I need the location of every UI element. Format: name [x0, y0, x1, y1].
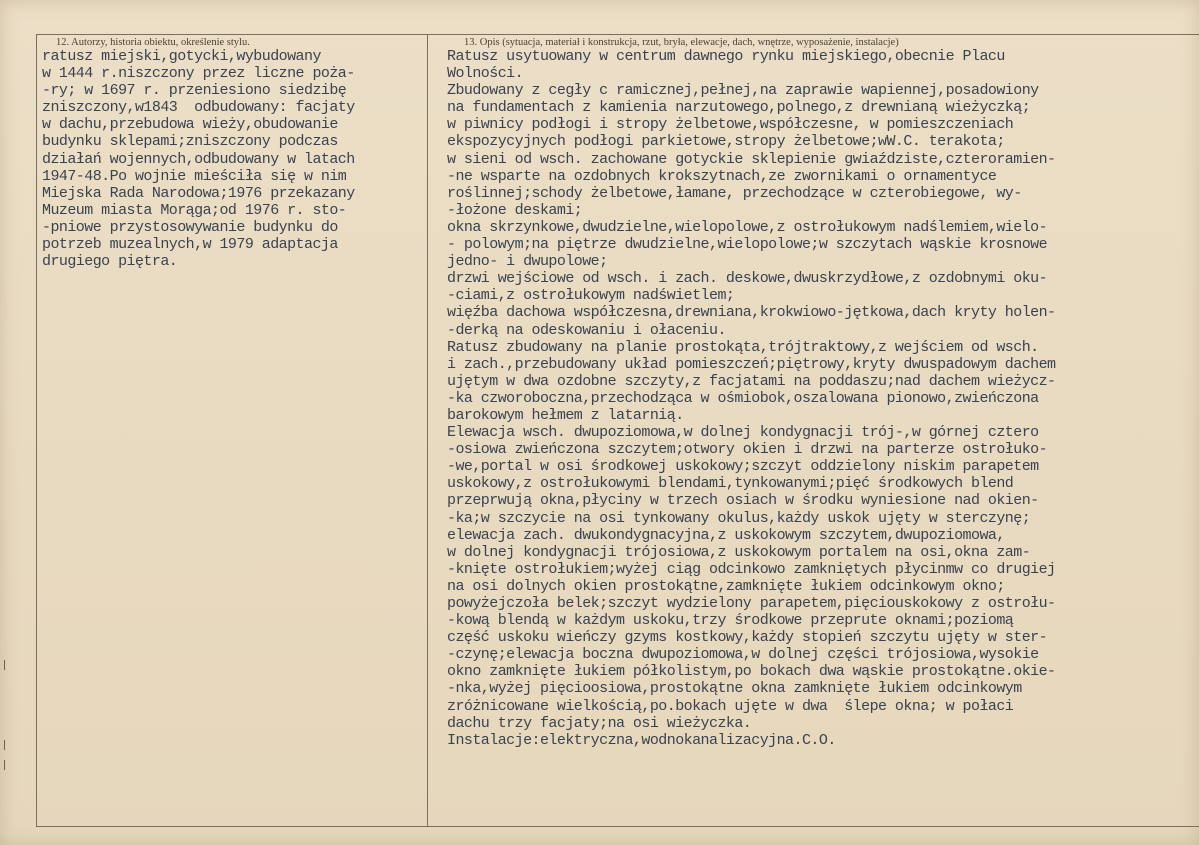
text-line: i zach.,przebudowany układ pomieszczeń;piętrowy,kryty dwuspadowym dachem: [447, 355, 1056, 373]
text-line: -czynę;elewacja boczna dwupoziomowa,w dolnej części trójosiowa,wysokie: [447, 646, 1039, 664]
text-line: -derką na odeskowaniu i ołaceniu.: [447, 321, 726, 339]
text-line: -kową blendą w każdym uskoku,trzy środkowe przeprute oknami;poziomą: [447, 612, 1014, 630]
text-line: ratusz miejski,gotycki,wybudowany: [42, 48, 321, 65]
text-line: przeprwują okna,płyciny w trzech osiach w środku wyniesione nad okien-: [447, 492, 1039, 510]
text-line: -ciami,z ostrołukowym nadświetlem;: [447, 287, 735, 305]
margin-mark: [4, 740, 5, 750]
text-line: jedno- i dwupolowe;: [447, 253, 608, 271]
text-line: Miejska Rada Narodowa;1976 przekazany: [42, 184, 355, 202]
frame-bottom-rule: [36, 826, 1199, 827]
text-line: działań wojennych,odbudowany w latach: [42, 150, 355, 168]
column-divider: [427, 34, 428, 826]
text-line: w dolnej kondygnacji trójosiowa,z uskokowym portalem na osi,okna zam-: [447, 543, 1031, 561]
text-line: w 1444 r.niszczony przez liczne poża-: [42, 65, 355, 83]
text-line: na osi dolnych okien prostokątne,zamknięte łukiem odcinkowym okno;: [447, 577, 1005, 595]
text-line: -ka;w szczycie na osi tynkowany okulus,każdy uskok ujęty w sterczynę;: [447, 509, 1031, 527]
text-line: budynku sklepami;zniszczony podczas: [42, 133, 338, 151]
text-line: - polowym;na piętrze dwudzielne,wielopolowe;w szczytach wąskie krosnowe: [447, 236, 1048, 254]
text-line: powyżejczoła belek;szczyt wydzielony parapetem,pięciouskokowy z ostrołu-: [447, 595, 1056, 612]
frame-left-rule: [36, 34, 37, 826]
text-line: -nka,wyżej pięcioosiowa,prostokątne okna zamknięte łukiem odcinkowym: [447, 680, 1022, 698]
text-line: w dachu,przebudowa wieży,obudowanie: [42, 116, 338, 134]
text-line: -osiowa zwieńczona szczytem;otwory okien i drzwi na parterze ostrołuko-: [447, 441, 1048, 459]
text-line: -ry; w 1697 r. przeniesiono siedzibę: [42, 82, 347, 100]
text-line: dachu trzy facjaty;na osi wieżyczka.: [447, 714, 752, 732]
text-line: uskokowy,z ostrołukowymi blendami,tynkowanymi;pięć środkowych blend: [447, 475, 1014, 493]
text-line: -knięte ostrołukiem;wyżej ciąg odcinkowo zamkniętych płycinmw co drugiej: [447, 560, 1056, 578]
text-line: zniszczony,w1843 odbudowany: facjaty: [42, 99, 355, 117]
text-line: -łożone deskami;: [447, 201, 583, 219]
text-line: na fundamentach z kamienia narzutowego,polnego,z drewnianą wieżyczką;: [447, 99, 1031, 117]
text-line: okna skrzynkowe,dwudzielne,wielopolowe,z ostrołukowym nadślemiem,wielo-: [447, 218, 1048, 236]
frame-top-rule: [36, 34, 1199, 35]
text-line: 1947-48.Po wojnie mieściła się w nim: [42, 167, 347, 185]
text-line: Elewacja wsch. dwupoziomowa,w dolnej kondygnacji trój-,w górnej cztero: [447, 424, 1039, 442]
section-13-header: 13. Opis (sytuacja, materiał i konstrukcja, rzut, bryła, elewacje, dach, wnętrze, wyposażenie, instalacje): [464, 37, 899, 48]
text-line: więźba dachowa współczesna,drewniana,krokwiowo-jętkowa,dach kryty holen-: [447, 304, 1056, 322]
text-line: w piwnicy podłogi i stropy żelbetowe,współczesne, w pomieszczeniach: [447, 116, 1014, 134]
section-12-header: 12. Autorzy, historia obiektu, określenie stylu.: [56, 37, 250, 48]
text-line: -ne wsparte na ozdobnych krokszytnach,ze zwornikami o ornamentyce: [447, 167, 997, 185]
history-text-column: [42, 48, 355, 270]
text-line: -pniowe przystosowywanie budynku do: [42, 218, 338, 236]
text-line: Ratusz usytuowany w centrum dawnego rynku miejskiego,obecnie Placu: [447, 48, 1005, 65]
text-line: elewacja zach. dwukondygnacyjna,z uskokowym szczytem,dwupoziomowa,: [447, 526, 1005, 544]
text-line: roślinnej;schody żelbetowe,łamane, przechodzące w czterobiegowe, wy-: [447, 184, 1022, 202]
text-line: Ratusz zbudowany na planie prostokąta,trójtraktowy,z wejściem od wsch.: [447, 338, 1039, 356]
description-text-column: [447, 48, 1056, 749]
text-line: w sieni od wsch. zachowane gotyckie sklepienie gwiaździste,czteroramien-: [447, 150, 1056, 168]
text-line: -we,portal w osi środkowej uskokowy;szczyt oddzielony niskim parapetem: [447, 458, 1039, 476]
text-line: zróżnicowane wielkością,po.bokach ujęte w dwa ślepe okna; w połaci: [447, 697, 1014, 715]
margin-mark: [4, 660, 5, 670]
text-line: ujętym w dwa ozdobne szczyty,z facjatami na poddaszu;nad dachem wieżycz-: [447, 372, 1056, 390]
text-line: ekspozycyjnych podłogi parkietowe,stropy żelbetowe;wW.C. terakota;: [447, 133, 1005, 151]
text-line: drugiego piętra.: [42, 253, 178, 271]
text-line: okno zamknięte łukiem półkolistym,po bokach dwa wąskie prostokątne.okie-: [447, 663, 1056, 681]
text-line: Wolności.: [447, 65, 524, 83]
margin-mark: [4, 760, 5, 770]
text-line: Muzeum miasta Morąga;od 1976 r. sto-: [42, 201, 347, 219]
text-line: barokowym hełmem z latarnią.: [447, 406, 684, 424]
text-line: -ka czworoboczna,przechodząca w ośmiobok,oszalowana pionowo,zwieńczona: [447, 389, 1039, 407]
text-line: drzwi wejściowe od wsch. i zach. deskowe,dwuskrzydłowe,z ozdobnymi oku-: [447, 270, 1048, 288]
text-line: część uskoku wieńczy gzyms kostkowy,każdy stopień szczytu ujęty w ster-: [447, 629, 1048, 647]
text-line: Zbudowany z cegły c ramicznej,pełnej,na zaprawie wapiennej,posadowiony: [447, 82, 1039, 100]
text-line: potrzeb muzealnych,w 1979 adaptacja: [42, 236, 338, 254]
text-line: Instalacje:elektryczna,wodnokanalizacyjna.C.O.: [447, 731, 836, 749]
